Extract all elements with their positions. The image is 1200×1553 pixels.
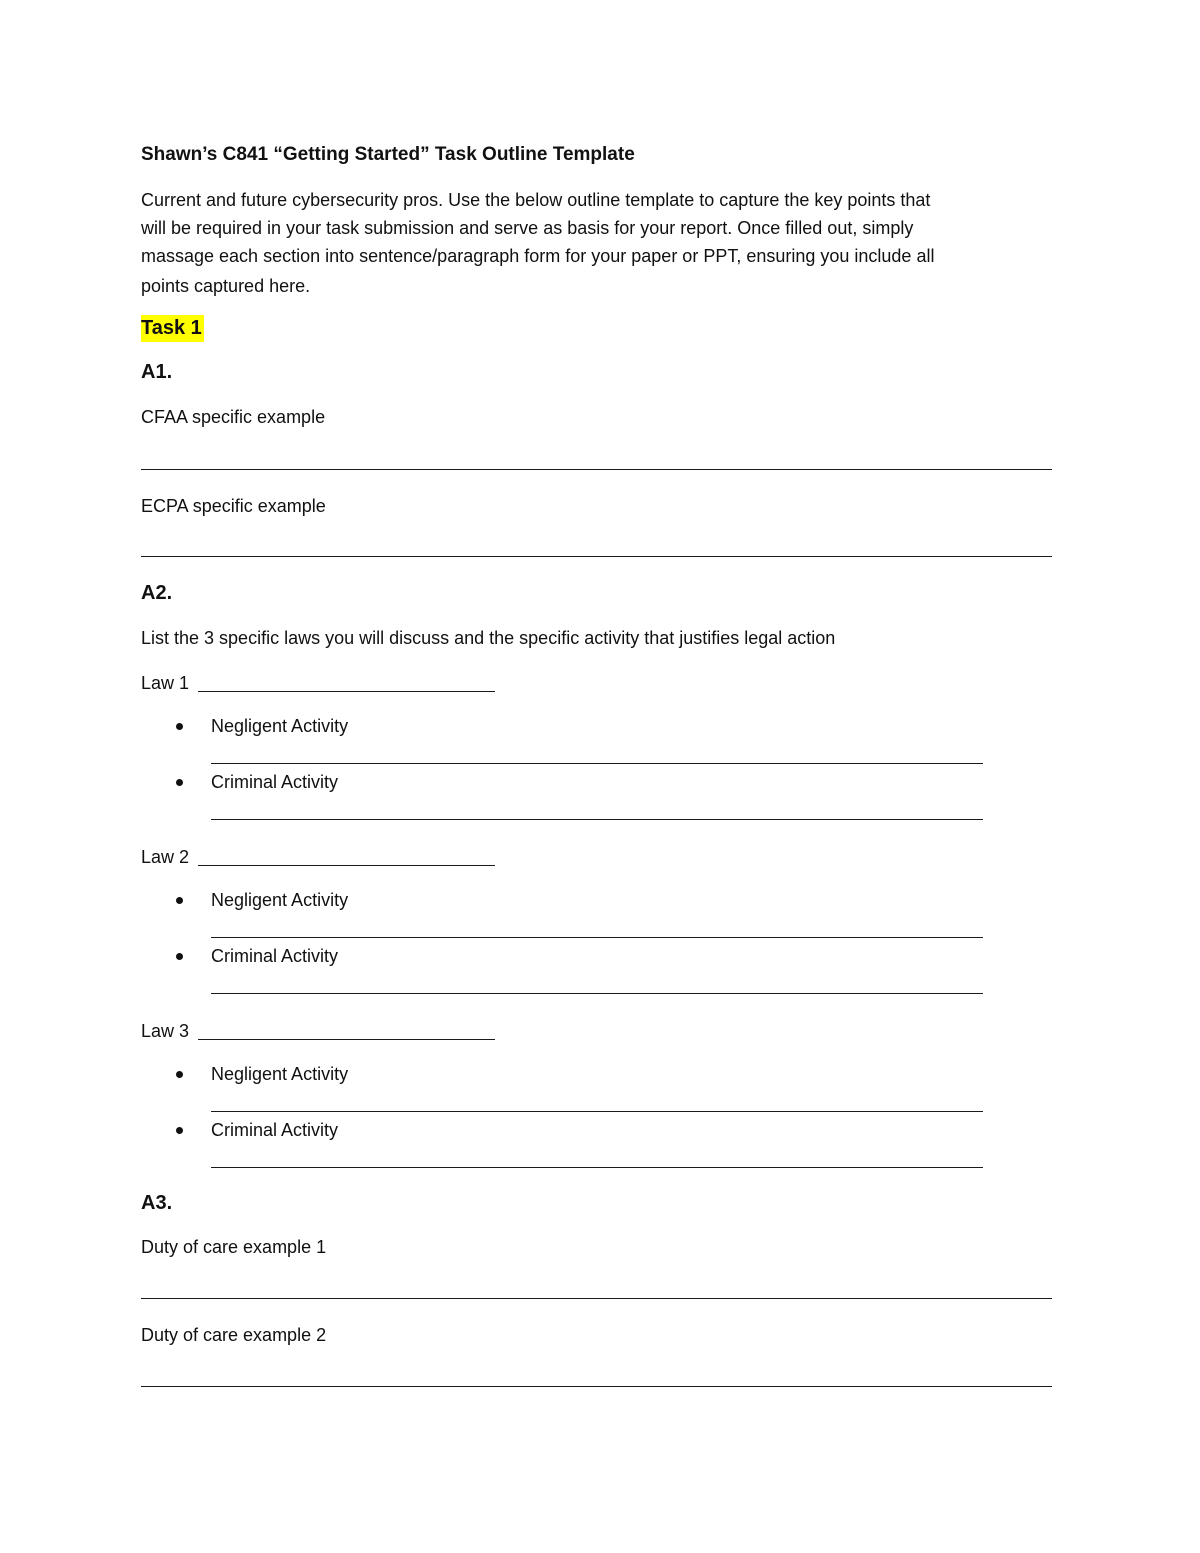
law-1-negligent-answer-line[interactable] (211, 763, 983, 764)
intro-line-1: Current and future cybersecurity pros. Use the below outline template to capture the key points that (141, 190, 931, 210)
law-2-label: Law 2 (141, 847, 190, 867)
law-2-answer-line[interactable] (198, 865, 495, 866)
law-1-negligent-label: Negligent Activity (211, 716, 349, 736)
duty-of-care-example-2-label: Duty of care example 2 (141, 1325, 327, 1345)
section-a1-heading: A1. (141, 361, 173, 383)
law-3-criminal-label: Criminal Activity (211, 1120, 339, 1140)
cfaa-answer-line[interactable] (141, 469, 1052, 470)
law-2-negligent-answer-line[interactable] (211, 937, 983, 938)
law-3-negligent-answer-line[interactable] (211, 1111, 983, 1112)
bullet-icon (176, 897, 183, 904)
section-a2-heading: A2. (141, 582, 173, 604)
document-title: Shawn’s C841 “Getting Started” Task Outline Template (141, 144, 635, 165)
law-2-negligent-label: Negligent Activity (211, 890, 349, 910)
intro-line-4: points captured here. (141, 276, 311, 296)
section-a3-heading: A3. (141, 1192, 173, 1214)
law-1-label: Law 1 (141, 673, 190, 693)
law-3-label: Law 3 (141, 1021, 190, 1041)
intro-line-2: will be required in your task submission and serve as basis for your report. Once filled out, simply (141, 218, 914, 238)
ecpa-example-label: ECPA specific example (141, 496, 326, 516)
laws-instruction: List the 3 specific laws you will discuss and the specific activity that justifies legal action (141, 628, 836, 648)
task-1-highlight: Task 1 (141, 315, 204, 342)
bullet-icon (176, 779, 183, 786)
cfaa-example-label: CFAA specific example (141, 407, 326, 427)
law-3-criminal-answer-line[interactable] (211, 1167, 983, 1168)
ecpa-answer-line[interactable] (141, 556, 1052, 557)
law-3-answer-line[interactable] (198, 1039, 495, 1040)
law-3-negligent-label: Negligent Activity (211, 1064, 349, 1084)
law-1-criminal-label: Criminal Activity (211, 772, 339, 792)
bullet-icon (176, 723, 183, 730)
duty-of-care-example-1-label: Duty of care example 1 (141, 1237, 327, 1257)
law-2-criminal-answer-line[interactable] (211, 993, 983, 994)
bullet-icon (176, 953, 183, 960)
task-1-label (141, 317, 204, 339)
law-2-criminal-label: Criminal Activity (211, 946, 339, 966)
bullet-icon (176, 1071, 183, 1078)
law-1-criminal-answer-line[interactable] (211, 819, 983, 820)
intro-line-3: massage each section into sentence/paragraph form for your paper or PPT, ensuring you include all (141, 246, 935, 266)
bullet-icon (176, 1127, 183, 1134)
law-1-answer-line[interactable] (198, 691, 495, 692)
duty-of-care-example-1-answer-line[interactable] (141, 1298, 1052, 1299)
duty-of-care-example-2-answer-line[interactable] (141, 1386, 1052, 1387)
